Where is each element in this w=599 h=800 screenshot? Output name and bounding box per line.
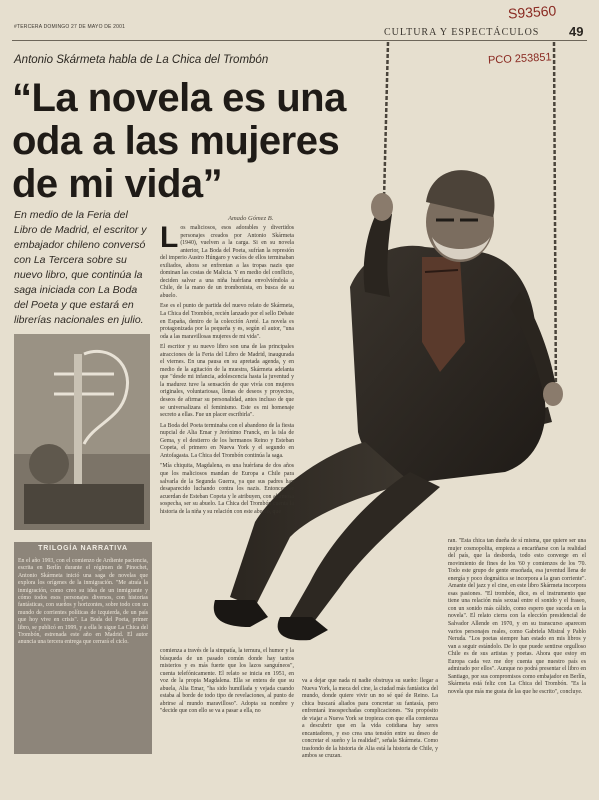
- photo-trombone-detail: [14, 334, 150, 530]
- shoe: [278, 617, 328, 640]
- body-paragraph: La Boda del Poeta terminaba con el abandono de la fiesta nupcial de Alia Emar y Jerónimo Franck, en la isla de Gema, y el destierro de los hermanos Reino y Esteban Copeta, el primero en Nueva York y el segundo en Antofagasta. La Chica del Trombón continúa la saga.: [160, 422, 294, 459]
- body-paragraph: El escritor y su nuevo libro son una de las principales atracciones de la Feria del Libro de Madrid, inaugurada el viernes. En una pausa en su apretada agenda, y en medio de la agitación de la muestra, Skármeta adelanta que "desde mi infancia, adolescencia hasta la juventud y la madurez tuve la sensación de que vivía con mujeres originales, voluntariosas, llenas de deseos y proyectos, deseos de afirmar su personalidad, antes incluso de que se universalizara el feminismo. Este es mi homenaje secreto a ellas. Fue un placer escribirla".: [160, 344, 294, 419]
- body-paragraph: "Mía chiquita, Magdalena, es una huérfana de dos años que los maliciosos mandan de Europa a Chile para salvarla de la Segunda Guerra, ya que sus padres han desaparecido luchando contra los nazis. Entonces se acuerdan de Esteban Copeta y le atribuyen, con alarmosa sospecha, ser su abuelo. La Chica del Trombón cuenta la historia de la niña y su relación con este abuelo, que: [160, 463, 294, 515]
- article-kicker: Antonio Skármeta habla de La Chica del Trombón: [14, 54, 269, 66]
- page-number: 49: [569, 24, 584, 39]
- headline-line: de mi vida”: [12, 162, 223, 206]
- body-column-main: [160, 221, 294, 519]
- body-column-fourth: ran. "Esta chica tan dueña de sí misma, que quiere ser una mujer cosmopolita, empieza a encariñarse con la realidad del país, que la desborda, todo esto converge en el movimiento de fines de los '60 y comienzos de los '70. Todo este grupo de gente ensoñada, esa juventud llena de energía y poco dogmática se incorpora a la gran corriente". Amante del jazz y el cine, en este libro Skármeta incorpora esas pasiones. "El trombón, dice, es el instrumento que tiene una relación más sexual entre el sonido y el fraseo, con un sonido más cálido, como espero que suceda en la novela". El relato cierra con la elección presidencial de Salvador Allende en 1970, y en su transcurso aparecen varios personajes reales, como Gabriela Mistral y Pablo Neruda. "Los poetas siempre han estado en mis libros y van a seguir estándolo. De lo que puede sentirse orgulloso Chile es de sus artistas y poetas. Ahora que estoy en Europa cada vez me doy cuenta que nuestro país es admirado por ellos". Aunque no podrá presentar el libro en Santiago, por sus compromisos como embajador en Berlín, Skármeta está feliz con La Chica del Trombón. "Es la novela que más me gusta de las que he escrito", concluye.: [448, 538, 586, 695]
- headline-line: oda a las mujeres: [12, 119, 340, 163]
- hand-left: [371, 193, 393, 221]
- arm-left: [364, 207, 392, 297]
- archive-code-stamp: PCO 253851: [487, 51, 552, 67]
- sidebar-title: TRILOGÍA NARRATIVA: [38, 545, 128, 552]
- body-paragraph: Los maliciosos, esos adorables y divertidos personajes creados por Antonio Skármeta (1940), vuelven a la carga. Si en su novela anterior, La Boda del Poeta, sufrían la represión del imperio Austro Húngaro y vacíos de ellos terminaban exiliados, ahora se enfrentan a las tropas nazis que dominan las costas de Malicia. Y en medio del conflicto, deciden salvar a una niña huérfana envolviéndola a Chile, de la mano de un trombonista, en busca de su abuelo.: [160, 221, 294, 299]
- article-lead: En medio de la Feria del Libro de Madrid, el escritor y embajador chileno conversó con La Tercera sobre su nuevo libro, que continúa la saga iniciada con La Boda del Poeta y que estará en librerías nacionales en julio.: [14, 209, 147, 326]
- body-column-third: va a dejar que nada ni nadie obstruya su sueño: llegar a Nueva York, la meca del cine, la ciudad más fantástica del mundo, donde quiere vivir un no sé qué de Reino. La chica buscará aliados para concretar su fantasía, pero enfrentará insospechadas complicaciones. "Su propósito de viajar a Nueva York se tropieza con que ella comienza a descubrir que en la vida cotidiana hay seres encantadores, y eso crea una tensión entre su deseo de concretar el sueño y la realidad", señala Skármeta. Como trasfondo de la historia de Alia está la historia de Chile, y ambos se cruzan.: [302, 678, 438, 760]
- headline-line: “La novela es una: [12, 76, 346, 120]
- sidebar-box: [14, 542, 152, 754]
- drop-cap: L: [160, 221, 179, 254]
- header-rule: [12, 40, 587, 41]
- body-paragraph: Ese es el punto de partida del nuevo relato de Skármeta, La Chica del Trombón, recién lanzado por el sello Debate en España, dentro de la colección Areté. La novela es protagonizada por la pequeña y es, según el autor, "una oda a las maravillosas mujeres de mi vida".: [160, 303, 294, 340]
- hand-right: [543, 382, 563, 406]
- body-column-continuation: comienza a través de la simpatía, la ternura, el humor y la búsqueda de un pasado común donde hay tantos misterios y es más fuerte que los lazos sanguíneos", cuenta telefónicamente. El relato se inicia en 1951, en voz de la propia Magdalena. Ella se entera de que su abuela, Alia Emar, "ha sido humillada y vejada cuando estaba al borde de todo tipo de revelaciones, al punto de abrirse al mundo maravilloso". Adopta su nombre y "decide que con ello se va a pasar a ella, no: [160, 648, 294, 715]
- byline: Amado Gómez B.: [228, 215, 274, 222]
- section-label: CULTURA Y ESPECTÁCULOS: [384, 27, 540, 38]
- sidebar-text: En el año 1993, con el comienzo de Ardiente paciencia, escrita en Berlín durante el régimen de Pinochet, Antonio Skármeta inició una saga de novelas que explora los orígenes de la inmigración. "Me atraía la inmigración, como creo su idea de un inmigrante y cómo todos esos personajes diversos, con historias fantásticas, con sueños y horizontes, sobre todo con un mundo de corrientes políticas de izquierda, de un país que hoy vive en crisis". La Boda del Poeta, primer libro, se publicó en 1999, y a ella le sigue La Chica del Trombón, estrenada este año en Madrid. El autor anuncia una tercera entrega que cerrará el ciclo.: [18, 558, 148, 646]
- masthead: #TERCERA DOMINGO 27 DE MAYO DE 2001: [14, 24, 126, 30]
- archive-stamp: S93560: [507, 2, 557, 22]
- shoe: [214, 600, 268, 627]
